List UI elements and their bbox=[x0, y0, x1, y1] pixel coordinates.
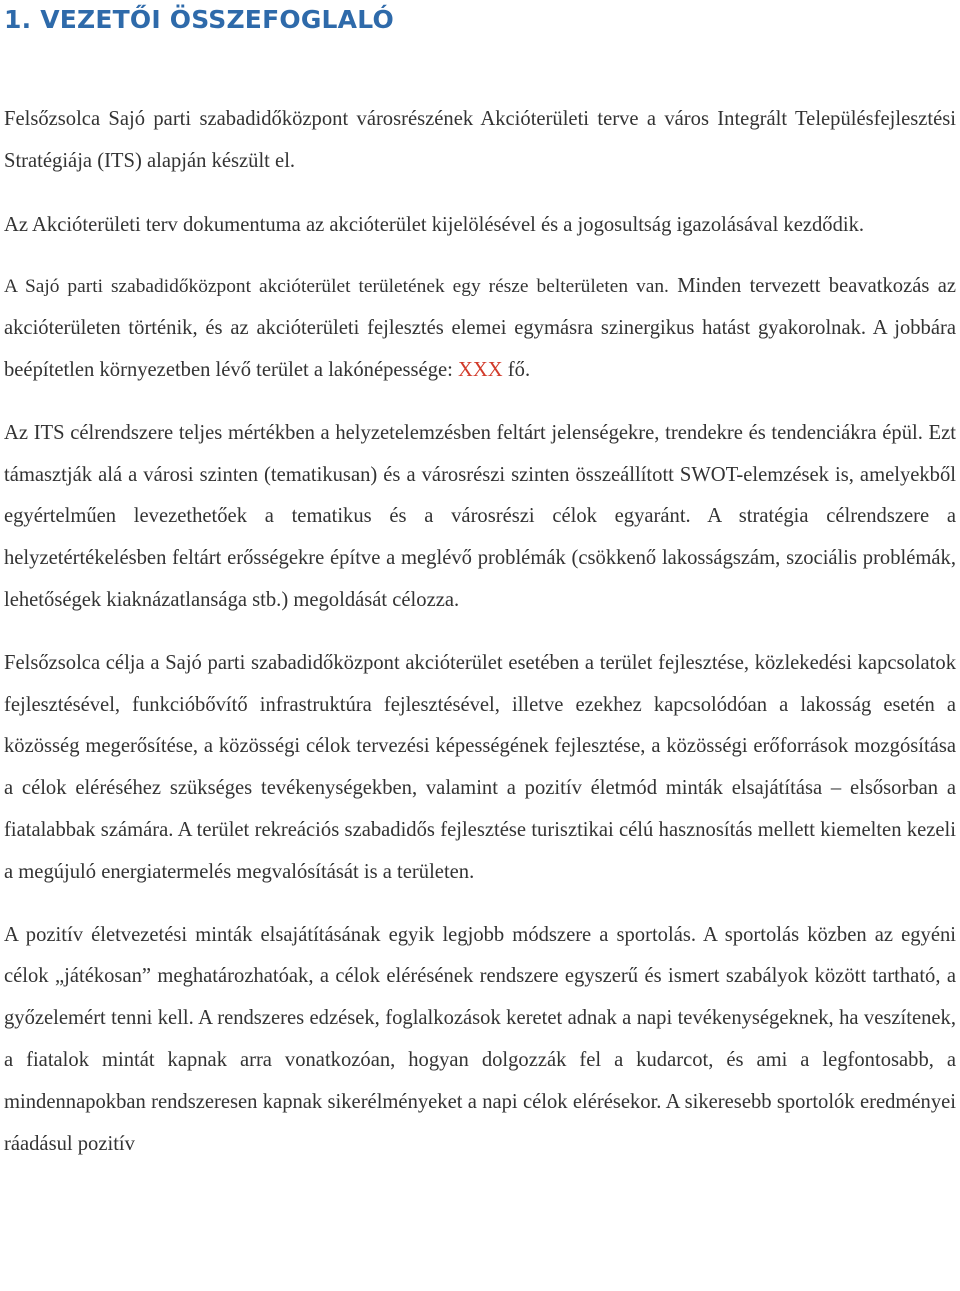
action-area-location-text: A Sajó parti szabadidőközpont akcióterület területének egy része belterületen van. bbox=[4, 276, 669, 298]
paragraph-document-structure: Az Akcióterületi terv dokumentuma az akcióterület kijelölésével és a jogosultság igazolásával kezdődik. bbox=[4, 213, 865, 236]
paragraph-action-area bbox=[4, 266, 956, 391]
population-unit-text: fő. bbox=[502, 358, 531, 381]
paragraph-sports: A pozitív életvezetési minták elsajátításának egyik legjobb módszere a sportolás. A sportolás közben az egyéni célok „játékosan” meghatározhatóak, a célok elérésének rendszere egyszerű és ismert szabályok között tartható, a győzelemért tenni kell. A rendszeres edzések, foglalkozások keretet adnak a napi tevékenységeknek, ha veszítenek, a fiatalok mintát kapnak arra vonatkozóan, hogyan dolgozzák fel a kudarcot, és ami a legfontosabb, a mindennapokban rendszeresen kapnak sikerélményeket a napi célok elérésekor. A sikeresebb sportolók eredményei ráadásul pozitív bbox=[4, 923, 956, 1155]
section-heading: 1. VEZETŐI ÖSSZEFOGLALÓ bbox=[4, 5, 394, 34]
paragraph-its-goals: Az ITS célrendszere teljes mértékben a helyzetelemzésben feltárt jelenségekre, trendekre és tendenciákra épül. Ezt támasztják alá a városi szinten (tematikusan) és a városrészi szinten összeállított SWOT-elemzések is, amelyekből egyértelműen levezethetőek a tematikus és a városrészi célok egyaránt. A stratégia célrendszere a helyzetértékelésben feltárt erősségekre építve a meglévő problémák (csökkenő lakosságszám, szociális problémák, lehetőségek kiaknázatlansága stb.) megoldását célozza. bbox=[4, 421, 956, 611]
population-placeholder: XXX bbox=[458, 358, 503, 381]
paragraph-intro: Felsőzsolca Sajó parti szabadidőközpont városrészének Akcióterületi terve a város Integrált Településfejlesztési Stratégiája (ITS) alapján készült el. bbox=[4, 108, 956, 172]
action-area-interventions-text: Minden tervezett beavatkozás az akcióterületen történik, és az akcióterületi fejlesztés elemei egymásra szinergikus hatást gyakorolnak. A jobbára beépítetlen környezetben lévő terület a lakónépessége: bbox=[4, 275, 956, 381]
paragraph-development-goals: Felsőzsolca célja a Sajó parti szabadidőközpont akcióterület esetében a terület fejlesztése, közlekedési kapcsolatok fejlesztésével, funkcióbővítő infrastruktúra fejlesztésével, illetve ezekhez kapcsolódóan a lakosság esetén a közösség megerősítése, a közösségi célok tervezési képességének fejlesztése, a közösségi erőforrások mozgósítása a célok eléréséhez szükséges tevékenységekben, valamint a pozitív életmód minták elsajátítása – elsősorban a fiatalabbak számára. A terület rekreációs szabadidős fejlesztése turisztikai célú hasznosítás mellett kiemelten kezeli a megújuló energiatermelés megvalósítását is a területen. bbox=[4, 651, 956, 883]
document-page bbox=[4, 0, 956, 1165]
